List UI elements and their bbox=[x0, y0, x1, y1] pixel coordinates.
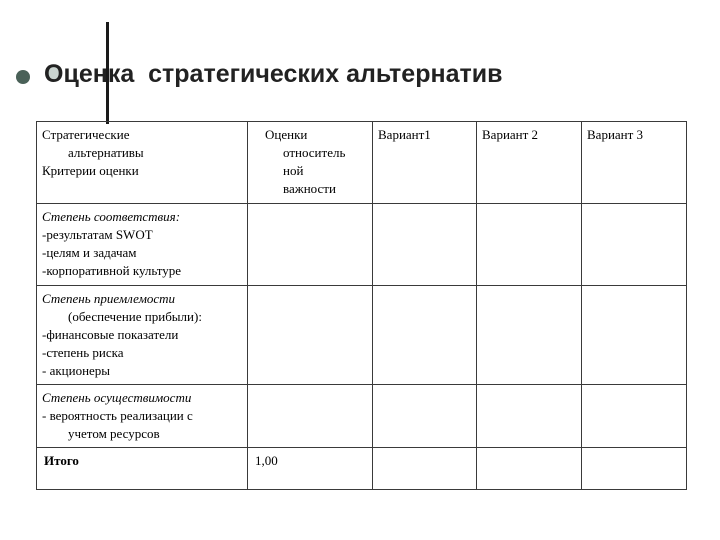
evaluation-table bbox=[36, 121, 687, 490]
variant-cell bbox=[477, 204, 582, 286]
variant-cell bbox=[477, 385, 582, 448]
variant-cell bbox=[582, 385, 687, 448]
weight-cell bbox=[248, 286, 373, 385]
table-row bbox=[37, 385, 687, 448]
header-variant-2: Вариант 2 bbox=[477, 122, 582, 204]
title-bullet-icon bbox=[16, 70, 30, 84]
criteria-cell: Степень соответствия: -результатам SWOT -целям и задачам -корпоративной культуре bbox=[37, 204, 248, 286]
header-weights-cell: Оценки относитель ной важности bbox=[248, 122, 373, 204]
table-row bbox=[37, 286, 687, 385]
table-total-row bbox=[37, 448, 687, 490]
header-variant-1: Вариант1 bbox=[373, 122, 477, 204]
variant-cell bbox=[582, 286, 687, 385]
total-label-cell: Итого bbox=[37, 448, 248, 490]
weight-cell bbox=[248, 204, 373, 286]
variant-cell bbox=[373, 204, 477, 286]
variant-cell bbox=[373, 385, 477, 448]
criteria-cell: Степень осуществимости - вероятность реализации с учетом ресурсов bbox=[37, 385, 248, 448]
criteria-cell: Степень приемлемости (обеспечение прибыли): -финансовые показатели -степень риска - акционеры bbox=[37, 286, 248, 385]
variant-cell bbox=[477, 448, 582, 490]
variant-cell bbox=[373, 286, 477, 385]
page-title: Оценка стратегических альтернатив bbox=[44, 60, 503, 88]
variant-cell bbox=[582, 204, 687, 286]
table-row bbox=[37, 204, 687, 286]
header-variant-3: Вариант 3 bbox=[582, 122, 687, 204]
variant-cell bbox=[582, 448, 687, 490]
weight-cell bbox=[248, 385, 373, 448]
header-criteria-cell: Стратегические альтернативы Критерии оценки bbox=[37, 122, 248, 204]
variant-cell bbox=[373, 448, 477, 490]
variant-cell bbox=[477, 286, 582, 385]
total-weight-cell: 1,00 bbox=[248, 448, 373, 490]
table-header-row bbox=[37, 122, 687, 204]
